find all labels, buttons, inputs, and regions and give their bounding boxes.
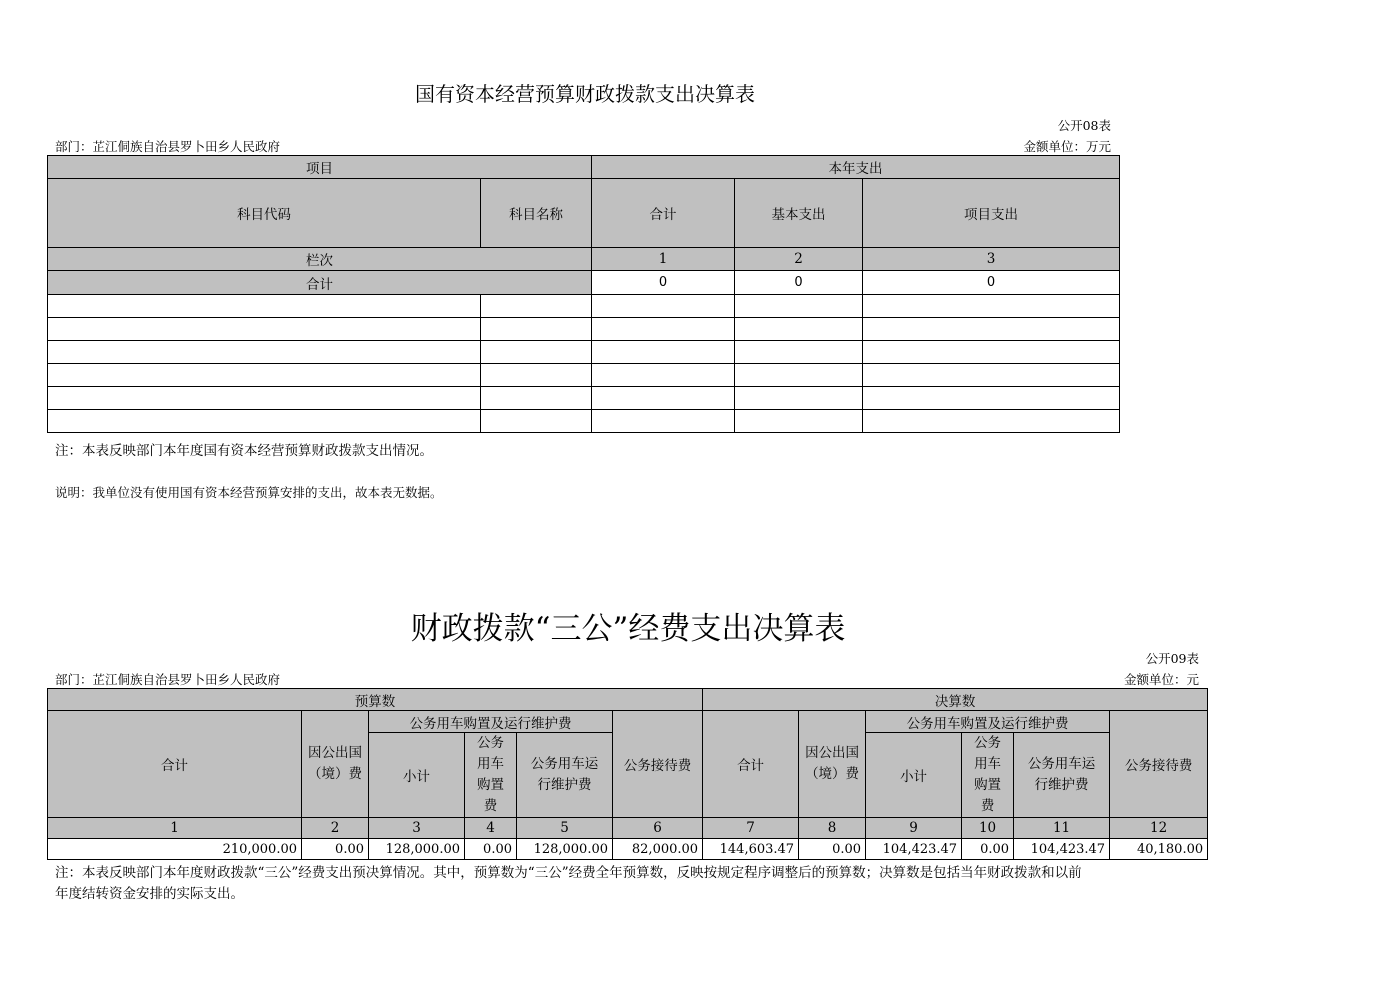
- table2-note-line1: 注：本表反映部门本年度财政拨款“三公”经费支出预决算情况。其中，预算数为“三公”经费全年预算数，反映按规定程序调整后的预算数；决算数是包括当年财政拨款和以前: [55, 865, 1082, 881]
- column-number: 5: [517, 818, 613, 839]
- header-budget-subtotal: 小计: [369, 733, 465, 818]
- table2-number: 公开09表: [1145, 651, 1199, 666]
- header-final-vehicle: 公务用车购置及运行维护费: [866, 711, 1110, 733]
- table1-title: 国有资本经营预算财政拨款支出决算表: [415, 82, 755, 106]
- table-row: [48, 839, 1208, 860]
- column-number: 2: [735, 248, 863, 271]
- column-number: 7: [703, 818, 799, 839]
- table1-explanation: 说明：我单位没有使用国有资本经营预算安排的支出，故本表无数据。: [55, 485, 443, 500]
- header-budget-abroad: 因公出国（境）费: [302, 711, 369, 818]
- header-final-abroad: 因公出国（境）费: [799, 711, 866, 818]
- column-number: 10: [962, 818, 1014, 839]
- table1-note: 注：本表反映部门本年度国有资本经营预算财政拨款支出情况。: [55, 443, 433, 459]
- budget-vehicle-purchase-value: 0.00: [465, 839, 517, 860]
- total-value: 0: [863, 271, 1120, 295]
- column-number: 2: [302, 818, 369, 839]
- total-row-label: 合计: [48, 271, 592, 295]
- table-row: [48, 341, 1120, 364]
- budget-abroad-value: 0.00: [302, 839, 369, 860]
- header-subject-code: 科目代码: [48, 179, 481, 248]
- column-number: 9: [866, 818, 962, 839]
- column-number: 12: [1110, 818, 1208, 839]
- column-number: 1: [592, 248, 735, 271]
- table-row: [48, 295, 1120, 318]
- header-project: 项目: [48, 156, 592, 179]
- table-row: [48, 387, 1120, 410]
- total-value: 0: [735, 271, 863, 295]
- budget-total-value: 210,000.00: [48, 839, 302, 860]
- final-total-value: 144,603.47: [703, 839, 799, 860]
- column-number: 4: [465, 818, 517, 839]
- header-budget-vehicle: 公务用车购置及运行维护费: [369, 711, 613, 733]
- column-number: 3: [369, 818, 465, 839]
- header-subject-name: 科目名称: [481, 179, 592, 248]
- header-final-vehicle-purchase: 公务用车购置费: [962, 733, 1014, 818]
- column-number: 11: [1014, 818, 1110, 839]
- header-budget-vehicle-operation: 公务用车运行维护费: [517, 733, 613, 818]
- table-row: [48, 318, 1120, 341]
- table1-unit: 金额单位：万元: [1023, 139, 1111, 154]
- budget-vehicle-subtotal-value: 128,000.00: [369, 839, 465, 860]
- column-number: 6: [613, 818, 703, 839]
- three-public-expenses-table: [47, 688, 1208, 860]
- header-budget-total: 合计: [48, 711, 302, 818]
- budget-reception-value: 82,000.00: [613, 839, 703, 860]
- header-budget-vehicle-purchase: 公务用车购置费: [465, 733, 517, 818]
- final-reception-value: 40,180.00: [1110, 839, 1208, 860]
- header-current-year-expense: 本年支出: [592, 156, 1120, 179]
- final-abroad-value: 0.00: [799, 839, 866, 860]
- header-final-subtotal: 小计: [866, 733, 962, 818]
- header-project-expense: 项目支出: [863, 179, 1120, 248]
- header-final-total: 合计: [703, 711, 799, 818]
- header-final-vehicle-operation: 公务用车运行维护费: [1014, 733, 1110, 818]
- table2-unit: 金额单位：元: [1123, 672, 1199, 687]
- column-number: 3: [863, 248, 1120, 271]
- table2-department: 部门：芷江侗族自治县罗卜田乡人民政府: [55, 672, 281, 687]
- total-value: 0: [592, 271, 735, 295]
- header-final-account: 决算数: [703, 689, 1208, 711]
- table2-note-line2: 年度结转资金安排的实际支出。: [55, 886, 244, 902]
- column-number-label: 栏次: [48, 248, 592, 271]
- table2-title: 财政拨款“三公”经费支出决算表: [410, 611, 846, 647]
- budget-vehicle-operation-value: 128,000.00: [517, 839, 613, 860]
- final-vehicle-purchase-value: 0.00: [962, 839, 1014, 860]
- header-total: 合计: [592, 179, 735, 248]
- header-budget-reception: 公务接待费: [613, 711, 703, 818]
- table-row: [48, 410, 1120, 433]
- header-basic-expense: 基本支出: [735, 179, 863, 248]
- table1-number: 公开08表: [1057, 118, 1111, 133]
- header-final-reception: 公务接待费: [1110, 711, 1208, 818]
- header-budget: 预算数: [48, 689, 703, 711]
- state-capital-budget-table: [47, 155, 1120, 433]
- final-vehicle-subtotal-value: 104,423.47: [866, 839, 962, 860]
- final-vehicle-operation-value: 104,423.47: [1014, 839, 1110, 860]
- table1-department: 部门：芷江侗族自治县罗卜田乡人民政府: [55, 139, 281, 154]
- table-row: [48, 364, 1120, 387]
- column-number: 1: [48, 818, 302, 839]
- column-number: 8: [799, 818, 866, 839]
